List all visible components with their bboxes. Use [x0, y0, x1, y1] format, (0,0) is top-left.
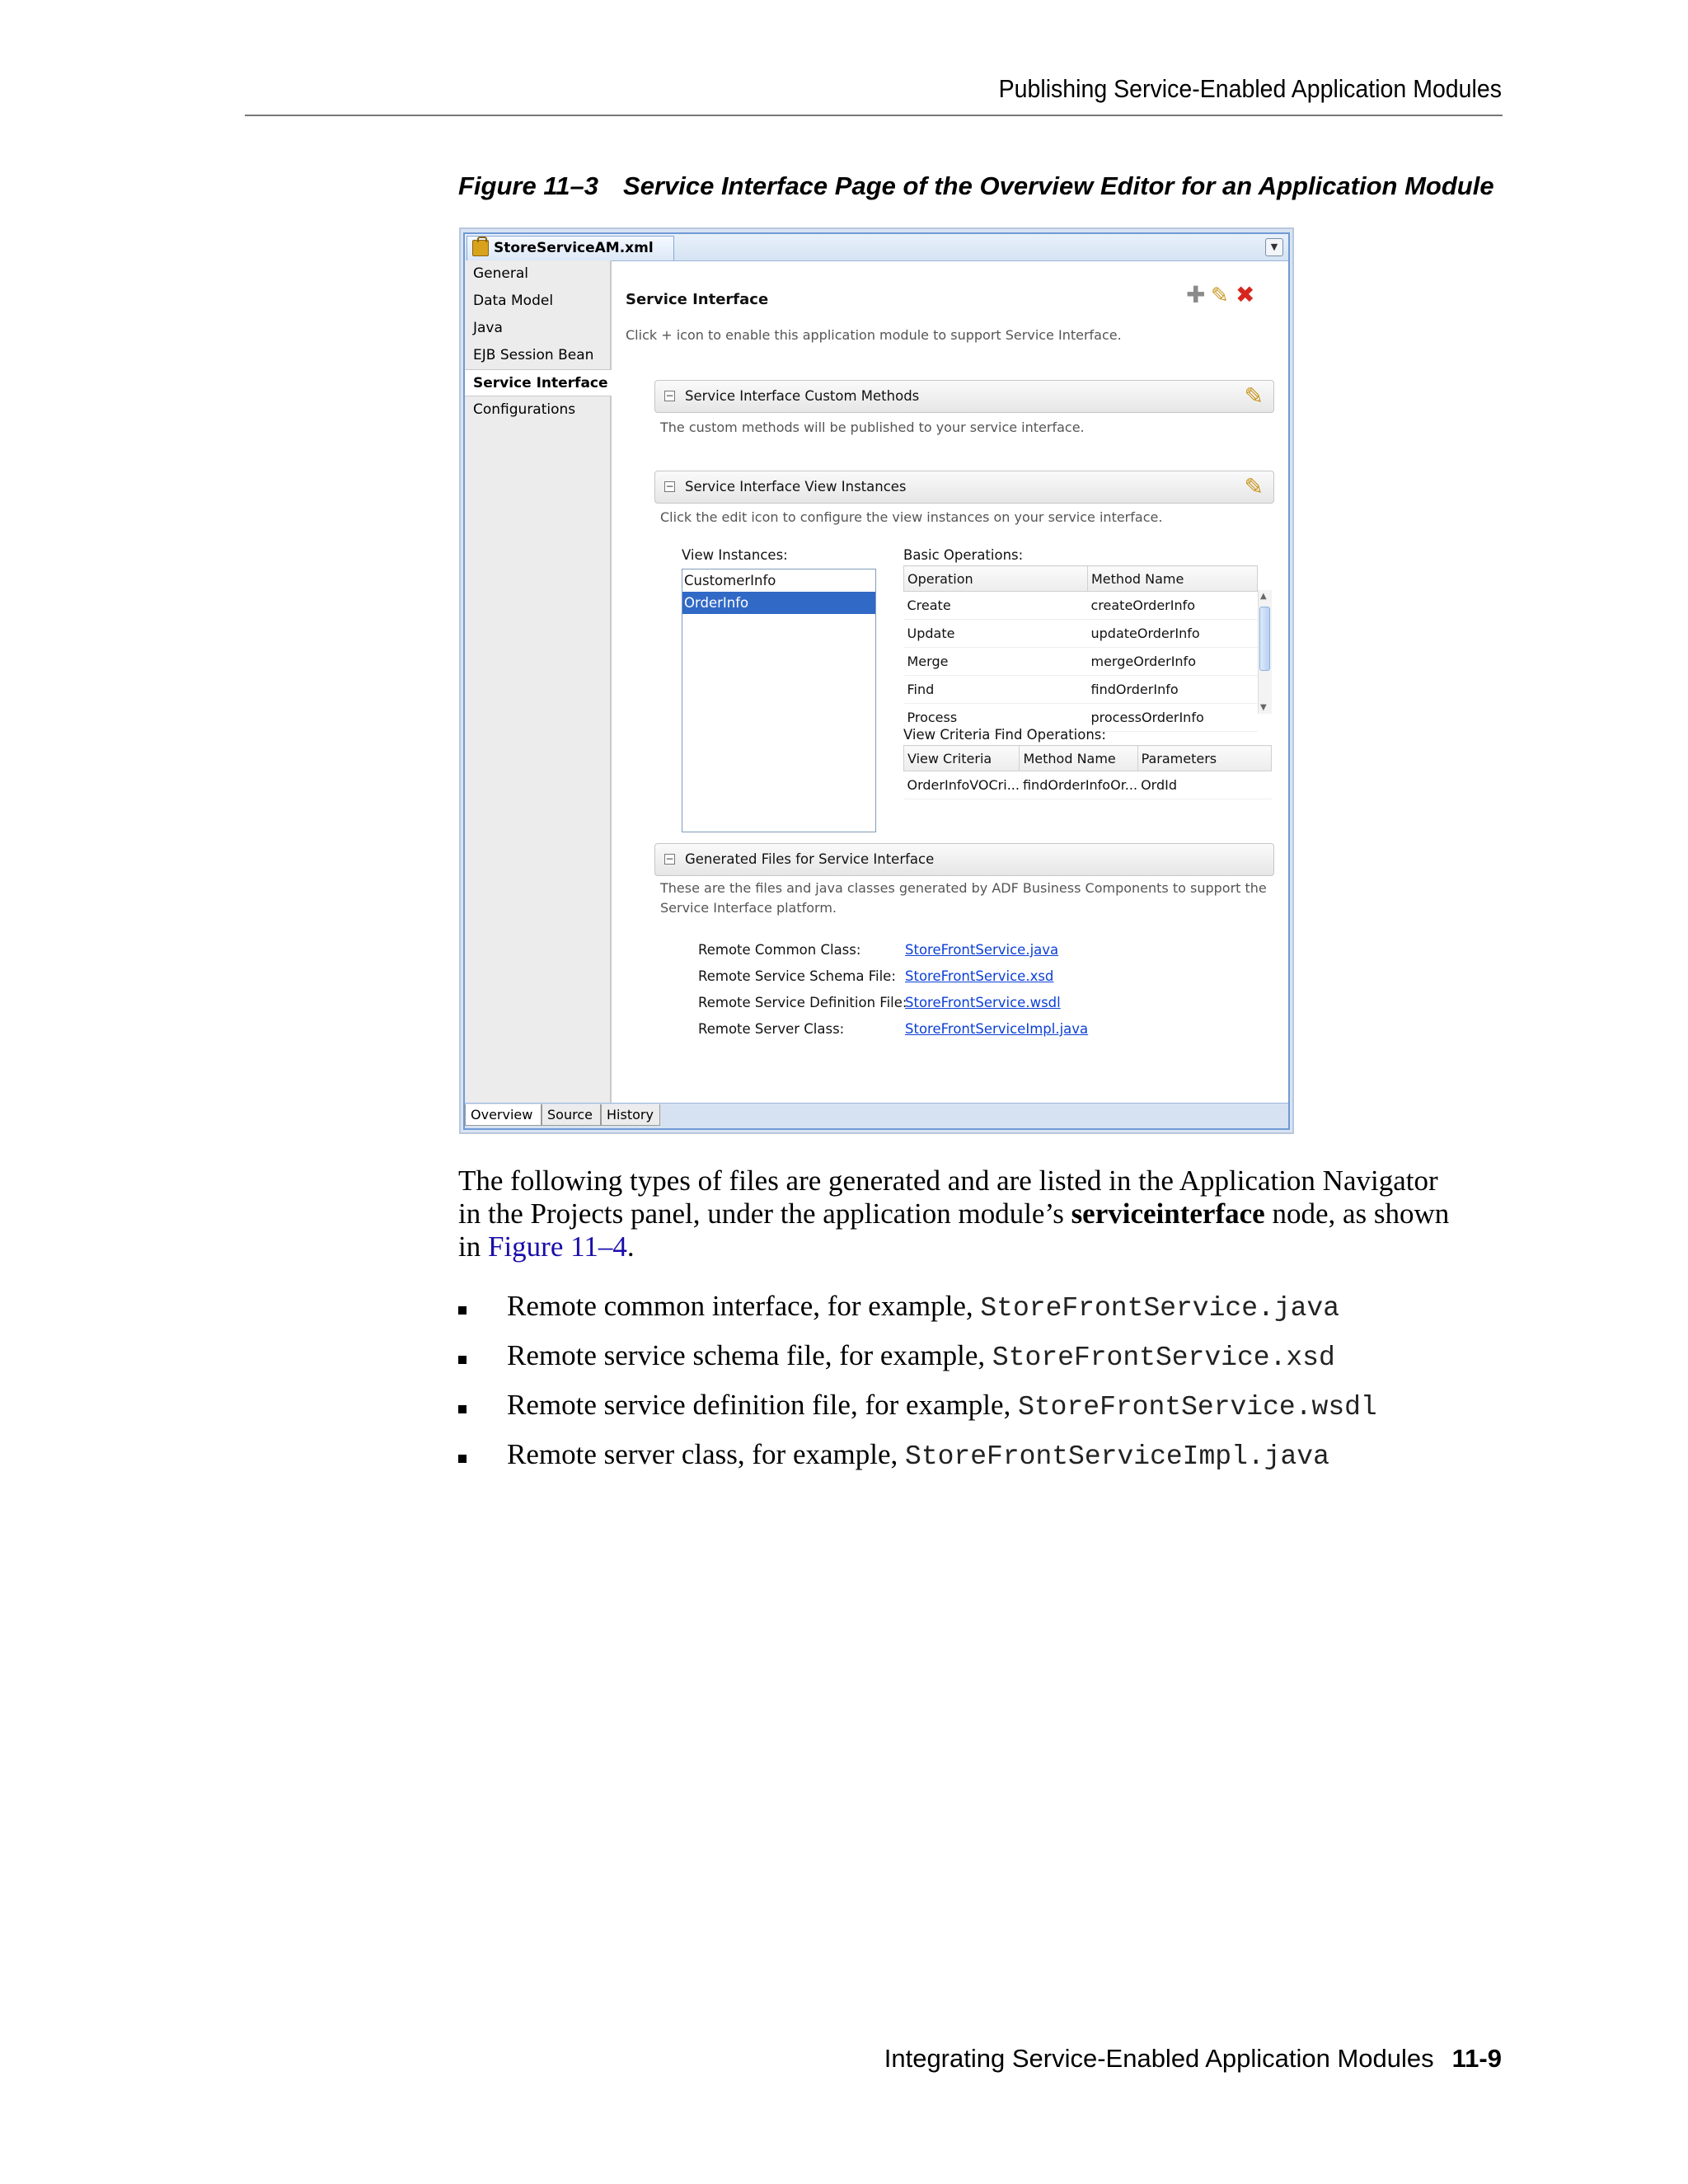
table-row[interactable]	[904, 620, 1258, 648]
collapse-icon[interactable]: −	[665, 480, 674, 492]
basic-operations-table	[903, 565, 1258, 732]
body-paragraph	[458, 1165, 1505, 1263]
code-filename: StoreFrontService.java	[980, 1293, 1340, 1324]
tab-history[interactable]: History	[601, 1104, 660, 1126]
bold-term: serviceinterface	[1071, 1197, 1265, 1230]
tab-source[interactable]: Source	[542, 1104, 601, 1126]
column-header[interactable]: View Criteria	[904, 746, 1020, 771]
nav-item-data-model[interactable]: Data Model	[473, 293, 554, 309]
paragraph-line	[458, 1197, 1505, 1230]
view-criteria-cell: OrderInfoVOCri...	[904, 771, 1020, 799]
page-footer	[659, 2044, 1502, 2074]
view-criteria-table	[903, 745, 1272, 799]
file-tab-label: StoreServiceAM.xml	[494, 240, 654, 256]
column-header[interactable]: Operation	[904, 566, 1088, 592]
operation-cell: Update	[904, 620, 1088, 648]
column-header[interactable]: Method Name	[1020, 746, 1137, 771]
column-header[interactable]: Parameters	[1137, 746, 1271, 771]
view-instances-list[interactable]	[682, 569, 876, 832]
figure-number: Figure 11–3	[458, 171, 599, 200]
basic-operations-table-viewport	[903, 565, 1272, 725]
list-item[interactable]: CustomerInfo	[684, 573, 776, 588]
paragraph-line: The following types of files are generated and are listed in the Application Navigator	[458, 1165, 1438, 1197]
section-description: The custom methods will be published to your service interface.	[660, 419, 1085, 435]
vertical-scrollbar[interactable]	[1258, 590, 1272, 714]
text: Remote server class, for example,	[507, 1438, 906, 1470]
text: Remote service schema file, for example,	[507, 1339, 992, 1371]
section-description: These are the files and java classes generated by ADF Business Components to support the	[660, 880, 1267, 896]
file-link[interactable]: StoreFrontService.xsd	[905, 968, 1054, 984]
method-name-cell: createOrderInfo	[1088, 592, 1258, 620]
pencil-icon[interactable]: ✎	[1211, 284, 1229, 308]
file-link[interactable]: StoreFrontService.java	[905, 942, 1059, 958]
text: Remote common interface, for example,	[507, 1290, 981, 1322]
nav-item-service-interface[interactable]: Service Interface	[465, 369, 612, 396]
scroll-up-icon[interactable]: ▲	[1260, 592, 1267, 601]
code-filename: StoreFrontService.wsdl	[1018, 1392, 1377, 1422]
operation-cell: Create	[904, 592, 1088, 620]
figure-cross-reference-link[interactable]: Figure 11–4	[487, 1230, 627, 1263]
text: Remote service definition file, for example,	[507, 1389, 1019, 1421]
method-name-cell: findOrderInfoOr...	[1020, 771, 1137, 799]
method-name-cell: processOrderInfo	[1088, 704, 1258, 732]
service-interface-page	[613, 260, 1288, 1104]
editor-tab-strip	[465, 234, 1288, 261]
section-title: Service Interface Custom Methods	[685, 388, 920, 404]
pencil-icon[interactable]: ✎	[1244, 473, 1264, 500]
table-row[interactable]	[904, 648, 1258, 676]
operation-cell: Merge	[904, 648, 1088, 676]
figure-caption	[458, 171, 1494, 201]
bullet-icon	[458, 1356, 467, 1364]
text: node, as shown	[1264, 1197, 1450, 1230]
editor-bottom-tabs	[465, 1103, 1288, 1128]
collapse-icon[interactable]: −	[665, 853, 674, 865]
operation-cell: Process	[904, 704, 1088, 732]
code-filename: StoreFrontService.xsd	[992, 1343, 1335, 1373]
scroll-down-icon[interactable]: ▼	[1260, 703, 1267, 712]
file-label: Remote Server Class:	[698, 1021, 845, 1037]
method-name-cell: findOrderInfo	[1088, 676, 1258, 704]
scrollbar-thumb[interactable]	[1259, 607, 1270, 671]
bullet-item	[507, 1339, 1335, 1373]
basic-operations-label: Basic Operations:	[903, 547, 1024, 563]
table-row[interactable]	[904, 592, 1258, 620]
text: in	[458, 1230, 488, 1263]
list-item-selected[interactable]: OrderInfo	[682, 592, 875, 614]
editor-navigation	[465, 260, 612, 1104]
file-label: Remote Service Definition File:	[698, 995, 907, 1010]
nav-item-ejb-session-bean[interactable]: EJB Session Bean	[473, 347, 594, 363]
tab-overview[interactable]: Overview	[465, 1104, 542, 1126]
file-tab[interactable]	[467, 236, 674, 260]
view-instances-section-header[interactable]	[654, 471, 1274, 504]
file-label: Remote Service Schema File:	[698, 968, 896, 984]
tab-list-dropdown-icon[interactable]: ▼	[1265, 238, 1283, 256]
custom-methods-section-header[interactable]	[654, 380, 1274, 413]
page-title: Service Interface	[626, 291, 769, 308]
table-row[interactable]	[904, 771, 1272, 799]
operation-cell: Find	[904, 676, 1088, 704]
paragraph-line	[458, 1230, 1505, 1263]
view-criteria-label: View Criteria Find Operations:	[903, 727, 1106, 743]
generated-files-section-header[interactable]	[654, 843, 1274, 876]
red-x-icon[interactable]: ✖	[1236, 281, 1255, 308]
bullet-icon	[458, 1306, 467, 1315]
nav-item-java[interactable]: Java	[473, 320, 503, 336]
header-rule	[245, 115, 1503, 116]
method-name-cell: updateOrderInfo	[1088, 620, 1258, 648]
plus-icon[interactable]: ✚	[1186, 281, 1206, 308]
page-hint: Click + icon to enable this application module to support Service Interface.	[626, 327, 1122, 343]
nav-item-configurations[interactable]: Configurations	[473, 401, 576, 418]
bullet-icon	[458, 1405, 467, 1413]
section-description: Service Interface platform.	[660, 900, 837, 916]
bullet-item	[507, 1290, 1339, 1324]
pencil-icon[interactable]: ✎	[1244, 382, 1264, 410]
code-filename: StoreFrontServiceImpl.java	[905, 1441, 1329, 1472]
bullet-item	[507, 1438, 1329, 1472]
running-head: Publishing Service-Enabled Application Modules	[998, 74, 1502, 103]
file-label: Remote Common Class:	[698, 942, 861, 958]
collapse-icon[interactable]: −	[665, 390, 674, 401]
column-header[interactable]: Method Name	[1088, 566, 1258, 592]
file-link[interactable]: StoreFrontServiceImpl.java	[905, 1021, 1089, 1037]
section-title: Generated Files for Service Interface	[685, 851, 935, 867]
section-description: Click the edit icon to configure the view instances on your service interface.	[660, 509, 1163, 525]
editor-window	[463, 232, 1290, 1130]
page-number: 11-9	[1451, 2044, 1502, 2073]
text: .	[626, 1230, 635, 1263]
editor-screenshot	[459, 227, 1294, 1134]
section-title: Service Interface View Instances	[685, 479, 907, 494]
footer-title: Integrating Service-Enabled Application Modules	[884, 2044, 1434, 2073]
bullet-item	[507, 1389, 1377, 1422]
figure-title: Service Interface Page of the Overview Editor for an Application Module	[623, 171, 1494, 200]
nav-item-general[interactable]: General	[473, 265, 528, 282]
table-row[interactable]	[904, 676, 1258, 704]
text: in the Projects panel, under the application module’s	[458, 1197, 1071, 1230]
parameters-cell: OrdId	[1137, 771, 1271, 799]
method-name-cell: mergeOrderInfo	[1088, 648, 1258, 676]
bullet-icon	[458, 1455, 467, 1463]
application-module-icon	[472, 240, 489, 256]
view-instances-label: View Instances:	[682, 547, 788, 563]
file-link[interactable]: StoreFrontService.wsdl	[905, 995, 1061, 1010]
